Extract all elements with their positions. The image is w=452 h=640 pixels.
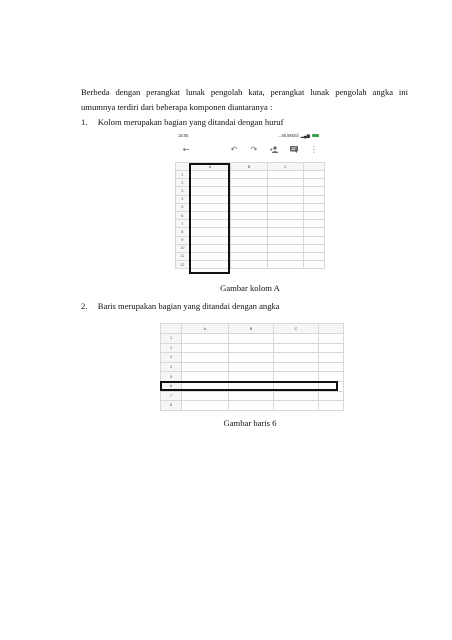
row-header[interactable]: 9 (176, 236, 190, 244)
back-arrow-icon[interactable]: ← (182, 144, 190, 154)
column-header-b[interactable]: B (229, 324, 274, 334)
more-vert-icon[interactable]: ⋮ (310, 144, 318, 154)
cell[interactable] (182, 334, 229, 344)
cell[interactable] (319, 401, 344, 411)
cell[interactable] (229, 334, 274, 344)
row-header[interactable]: 3 (161, 353, 182, 363)
cell[interactable] (304, 220, 325, 228)
cell[interactable] (319, 353, 344, 363)
cell[interactable] (231, 252, 268, 260)
table-row (161, 401, 344, 411)
cell[interactable] (231, 203, 268, 211)
cell[interactable] (229, 362, 274, 372)
signal-icon: ▂▄▆ (300, 133, 310, 138)
sheet-toolbar (175, 143, 325, 157)
list-item-2 (81, 300, 280, 312)
cell[interactable] (319, 334, 344, 344)
cell[interactable] (231, 261, 268, 269)
cell[interactable] (304, 179, 325, 187)
comment-icon[interactable] (289, 143, 299, 155)
row-6-highlight (160, 381, 338, 391)
cell[interactable] (274, 401, 319, 411)
column-header-b[interactable]: B (231, 163, 268, 171)
intro-line-1: Berbeda dengan perangkat lunak pengolah kata, perangkat lunak pengolah angka ini (81, 87, 408, 97)
cell[interactable] (274, 343, 319, 353)
column-header-row (161, 324, 344, 334)
corner-cell (176, 163, 190, 171)
cell[interactable] (304, 171, 325, 179)
cell[interactable] (231, 228, 268, 236)
cell[interactable] (267, 252, 304, 260)
row-header[interactable]: 10 (176, 244, 190, 252)
row-header[interactable]: 4 (161, 362, 182, 372)
column-header-c[interactable]: C (274, 324, 319, 334)
status-time: 18:05 (178, 133, 189, 138)
column-header-d[interactable] (319, 324, 344, 334)
row-header[interactable]: 11 (176, 252, 190, 260)
column-header-a[interactable]: A (189, 163, 230, 171)
figure-2-caption: Gambar baris 6 (223, 418, 277, 428)
cell[interactable] (267, 203, 304, 211)
cell[interactable] (304, 244, 325, 252)
cell[interactable] (319, 343, 344, 353)
cell[interactable] (274, 334, 319, 344)
cell[interactable] (304, 261, 325, 269)
cell[interactable] (319, 391, 344, 401)
table-row (161, 353, 344, 363)
cell[interactable] (229, 391, 274, 401)
list-item-1-number: 1. (81, 117, 88, 127)
cell[interactable] (182, 353, 229, 363)
cell[interactable] (229, 401, 274, 411)
cell[interactable] (304, 252, 325, 260)
cell[interactable] (229, 343, 274, 353)
cell[interactable] (274, 391, 319, 401)
cell[interactable] (304, 187, 325, 195)
cell[interactable] (304, 228, 325, 236)
cell[interactable] (267, 236, 304, 244)
list-item-2-number: 2. (81, 301, 88, 311)
add-person-icon[interactable] (269, 143, 279, 155)
row-header[interactable]: 6 (176, 211, 190, 219)
intro-line-2: umumnya terdiri dari beberapa komponen diantaranya : (81, 102, 273, 112)
table-row (161, 391, 344, 401)
cell[interactable] (182, 343, 229, 353)
corner-cell (161, 324, 182, 334)
row-header[interactable]: 1 (176, 171, 190, 179)
cell[interactable] (231, 244, 268, 252)
table-row (161, 362, 344, 372)
row-header[interactable]: 7 (161, 391, 182, 401)
cell[interactable] (304, 236, 325, 244)
cell[interactable] (231, 236, 268, 244)
cell[interactable] (274, 353, 319, 363)
status-bar (175, 131, 325, 140)
cell[interactable] (304, 203, 325, 211)
cell[interactable] (267, 244, 304, 252)
cell[interactable] (267, 261, 304, 269)
list-item-1 (81, 116, 283, 128)
row-header[interactable]: 2 (176, 179, 190, 187)
row-header[interactable]: 8 (161, 401, 182, 411)
cell[interactable] (304, 211, 325, 219)
cell[interactable] (267, 228, 304, 236)
spreadsheet-grid-2 (160, 323, 344, 411)
cell[interactable] (182, 391, 229, 401)
cell[interactable] (231, 195, 268, 203)
cell[interactable] (304, 195, 325, 203)
figure-1-caption: Gambar kolom A (220, 283, 280, 293)
row-header[interactable]: 5 (176, 203, 190, 211)
row-header[interactable]: 12 (176, 261, 190, 269)
undo-icon[interactable]: ↶ (230, 144, 238, 154)
cell[interactable] (182, 362, 229, 372)
row-header[interactable]: 4 (176, 195, 190, 203)
cell[interactable] (231, 220, 268, 228)
table-row (161, 334, 344, 344)
cell[interactable] (182, 401, 229, 411)
row-header[interactable]: 3 (176, 187, 190, 195)
row-header[interactable]: 8 (176, 228, 190, 236)
cell[interactable] (267, 179, 304, 187)
row-header[interactable]: 6 (161, 381, 182, 391)
status-info: ...46,8KB/d (277, 133, 299, 138)
cell[interactable] (267, 211, 304, 219)
cell[interactable] (319, 362, 344, 372)
table-row (161, 343, 344, 353)
cell[interactable] (229, 353, 274, 363)
column-a-highlight (189, 163, 230, 274)
cell[interactable] (231, 211, 268, 219)
cell[interactable] (231, 179, 268, 187)
cell[interactable] (231, 187, 268, 195)
row-header[interactable]: 1 (161, 334, 182, 344)
row-header[interactable]: 7 (176, 220, 190, 228)
cell[interactable] (267, 187, 304, 195)
battery-icon (312, 134, 319, 137)
column-header-c[interactable]: C (267, 163, 304, 171)
row-header[interactable]: 5 (161, 372, 182, 382)
column-header-a[interactable]: A (182, 324, 229, 334)
cell[interactable] (267, 195, 304, 203)
cell[interactable] (274, 362, 319, 372)
row-header[interactable]: 2 (161, 343, 182, 353)
list-item-2-text: Baris merupakan bagian yang ditandai dengan angka (97, 301, 280, 311)
cell[interactable] (267, 220, 304, 228)
cell[interactable] (231, 171, 268, 179)
column-header-d[interactable] (304, 163, 325, 171)
cell[interactable] (267, 171, 304, 179)
list-item-1-text: Kolom merupakan bagian yang ditandai dengan huruf (97, 117, 284, 127)
redo-icon[interactable]: ↷ (250, 144, 258, 154)
